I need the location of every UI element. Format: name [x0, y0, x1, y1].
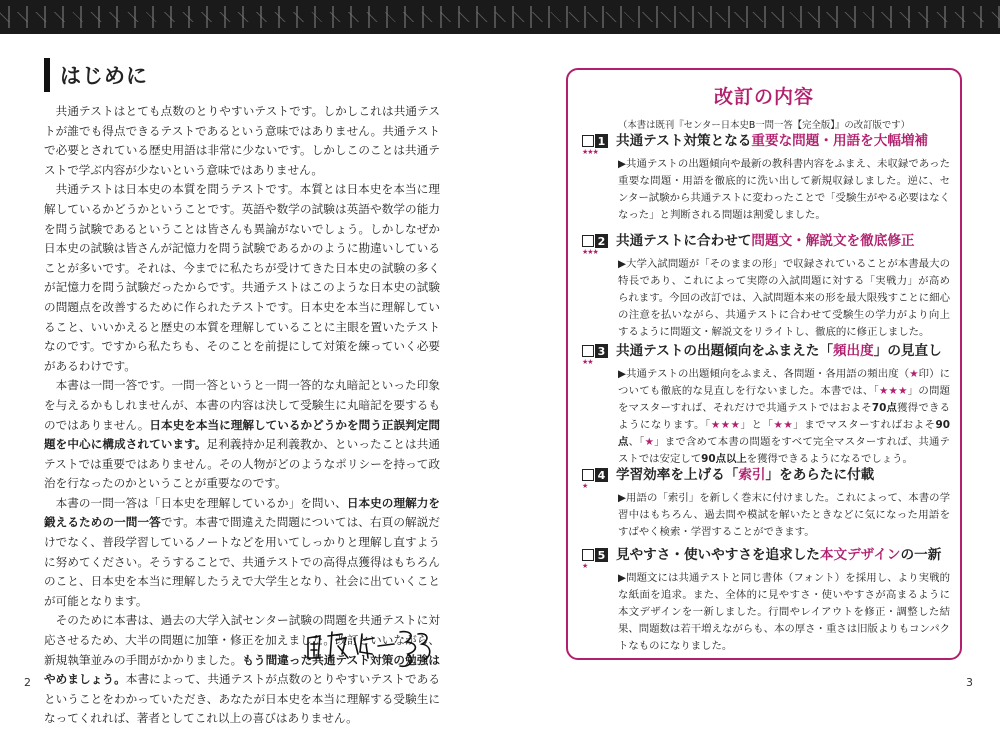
- revision-item-3: [582, 342, 950, 468]
- revision-item-description: [618, 366, 950, 468]
- intro-paragraph: [44, 102, 440, 180]
- intro-paragraph: [44, 376, 440, 494]
- revision-item-description: [618, 490, 950, 541]
- page-number-left: 2: [24, 676, 31, 689]
- item-number: 5: [595, 548, 608, 562]
- star-mark: ★: [644, 436, 655, 448]
- paragraph-text: 共通テストはとても点数のとりやすいテストです。しかしこれは共通テストが誰でも得点できるテストであるという意味ではありません。共通テストで必要とされている歴史用語は非常に少ないです。しかしこのことは共通テストで学ぶ内容が少ないという意味ではありません。: [44, 104, 440, 177]
- title-text: 」をあらたに付載: [765, 467, 875, 483]
- emphasis-text: 90点: [618, 419, 951, 448]
- revision-item-title: [616, 232, 915, 251]
- checkbox-icon: [582, 469, 594, 481]
- paragraph-text: そのために本書は、過去の大学入試センター試験の問題を共通テストに対応させるため、大半の問題に加筆・修正を加えました。改訂といいながら、新規執筆並みの手間がかかりました。: [44, 613, 440, 667]
- revision-item-description: [618, 570, 950, 655]
- item-number: 2: [595, 234, 608, 248]
- checkbox-icon: [582, 549, 594, 561]
- item-marker: [582, 546, 608, 570]
- title-text: 共通テストに合わせて: [616, 233, 752, 249]
- frequency-stars: ★: [582, 482, 588, 490]
- revision-item-title: [616, 132, 928, 151]
- item-number: 4: [595, 468, 608, 482]
- frequency-stars: ★: [582, 562, 588, 570]
- revision-item-title: [616, 342, 942, 361]
- revision-item-header: [582, 342, 950, 366]
- checkbox-icon: [582, 235, 594, 247]
- title-text: 見やすさ・使いやすさを追求した: [616, 547, 820, 563]
- revision-item-header: [582, 132, 950, 156]
- heading: [44, 58, 440, 92]
- title-text: 学習効率を上げる「: [616, 467, 739, 483]
- item-number: 3: [595, 344, 608, 358]
- paragraph-text: 共通テストは日本史の本質を問うテストです。本質とは日本史を本当に理解しているかどうかということです。英語や数学の試験は英語や数学の能力を問う試験であるということは皆さんも異論がないでしょう。しかしなぜか日本史の試験は皆さんが記憶力を問う試験であるかのように勘違いしていることが多いです。それは、今までに私たちが受けてきた日本史の試験の多くが記憶力を問う試験だったからです。共通テストはこのような日本史の試験の問題点を改善するために作られたテストです。日本史を本当に理解していること、いいかえると歴史の本質を理解していることに主眼を置いたテストなのです。ですから私たちも、そのことを前提にして対策を練っていく必要があるわけです。: [44, 182, 440, 373]
- highlight-text: 問題文・解説文を徹底修正: [751, 233, 915, 249]
- revision-item-header: [582, 546, 950, 570]
- description-text: 」の問題をマスターすれば、それだけで共通テストではおよそ: [618, 385, 950, 414]
- box-title: 改訂の内容: [713, 86, 814, 108]
- author-signature: [302, 624, 442, 672]
- frequency-stars: ★★★: [582, 148, 598, 156]
- description-text: 」と「: [740, 419, 774, 431]
- description-text: 」までマスターすればおよそ: [793, 419, 936, 431]
- page-title: はじめに: [60, 64, 148, 88]
- description-text: 印）についても徹底的な見直しを行ないました。本書では、「: [618, 368, 950, 397]
- intro-paragraph: [44, 180, 440, 376]
- revision-item-2: [582, 232, 950, 341]
- description-text: ▶用語の「索引」を新しく巻末に付けました。これによって、本書の学習中はもちろん、過去問や模試を解いたときなどに気になった用語をすばやく検索・学習することができます。: [618, 492, 950, 538]
- title-text: の一新: [900, 547, 942, 563]
- checkbox-icon: [582, 135, 594, 147]
- highlight-text: 重要な問題・用語を大幅増補: [751, 133, 929, 149]
- description-text: ▶大学入試問題が「そのままの形」で収録されていることが本書最大の特長であり、これによって実際の入試問題に対する「実戦力」が高められます。今回の改訂では、入試問題本来の形を最大限残すことに細心の注意を払いながら、共通テストに合わせて受験生の学力がより向上するように問題文・解説文をリライトし、徹底的に修正しました。: [618, 258, 950, 338]
- emphasis-text: 日本史の理解力を鍛えるための一問一答: [44, 495, 440, 530]
- item-marker: [582, 232, 608, 256]
- revision-item-description: [618, 156, 950, 224]
- revision-item-5: [582, 546, 950, 655]
- highlight-text: 索引: [738, 467, 766, 483]
- item-number: 1: [595, 134, 608, 148]
- revision-box: [566, 68, 962, 660]
- heading-bar: [44, 58, 50, 92]
- frequency-stars: ★★: [582, 358, 593, 366]
- checkbox-icon: [582, 345, 594, 357]
- page-number-right: 3: [966, 676, 973, 689]
- star-mark: ★★★: [710, 419, 741, 431]
- description-text: を獲得できるようになるでしょう。: [746, 453, 913, 465]
- description-text: 、「: [628, 436, 645, 448]
- star-mark: ★★: [773, 419, 794, 431]
- paragraph-text: 本書は一問一答です。一問一答というと一問一答的な丸暗記といった印象を与えるかもしれませんが、本書の内容は決して受験生に丸暗記を要するものではありません。: [44, 378, 440, 432]
- revision-item-title: [616, 466, 874, 485]
- paragraph-text: 足利義持か足利義教か、といったことは共通テストでは重要ではありません。その人物がどのようなポリシーを持って政治を行なったのかということが重要なのです。: [44, 437, 440, 491]
- title-text: 」の見直し: [873, 343, 942, 359]
- title-text: 共通テスト対策となる: [616, 133, 752, 149]
- intro-paragraph: [44, 494, 440, 612]
- star-mark: ★: [909, 368, 919, 380]
- highlight-text: 本文デザイン: [819, 547, 901, 563]
- item-marker: [582, 132, 608, 156]
- revision-item-1: [582, 132, 950, 224]
- revision-item-description: [618, 256, 950, 341]
- top-decorative-band: [0, 0, 1000, 34]
- description-text: ▶問題文には共通テストと同じ書体（フォント）を採用し、より実戦的な紙面を追求。また、全体的に見やすさ・使いやすさが高まるように本文デザインを一新しました。行間やレイアウトを修正・調整した結果、問題数は若干増えながらも、本の厚さ・重さは旧版よりもコンパクトなものになりました。: [618, 572, 950, 652]
- emphasis-text: もう間違った共通テスト対策の勉強はやめましょう。: [44, 652, 440, 687]
- description-text: 獲得できるようになります。「: [618, 402, 951, 431]
- paragraph-text: です。本書で間違えた問題については、右頁の解説だけでなく、普段学習しているノートなどを用いてしっかりと理解し直すように努めてください。そうすることで、共通テストでの高得点獲得はもちろんのこと、日本史を本当に理解したうえで大学生となり、社会に出ていくことが可能となります。: [44, 515, 440, 608]
- box-note: （本書は既刊『センター日本史B一問一答【完全版】』の改訂版です）: [618, 120, 910, 131]
- emphasis-text: 日本史を本当に理解しているかどうかを問う正誤判定問題を中心に構成されています。: [44, 417, 440, 452]
- description-text: ▶共通テストの出題傾向や最新の教科書内容をふまえ、未収録であった重要な問題・用語を徹底的に洗い出して新規収録しました。逆に、センター試験から共通テストに変わったことで「受験生がやる必要はなくなった」と判断される問題は割愛しました。: [618, 158, 950, 221]
- revision-item-title: [616, 546, 941, 565]
- title-text: 共通テストの出題傾向をふまえた「: [616, 343, 833, 359]
- revision-item-header: [582, 232, 950, 256]
- item-marker: [582, 342, 608, 366]
- item-marker: [582, 466, 608, 490]
- star-mark: ★★★: [878, 385, 908, 397]
- description-text: ▶共通テストの出題傾向をふまえ、各問題・各用語の頻出度（: [618, 368, 910, 380]
- frequency-stars: ★★★: [582, 248, 598, 256]
- revision-item-4: [582, 466, 950, 541]
- highlight-text: 頻出度: [832, 343, 874, 359]
- band-pattern-overlay: [0, 12, 1000, 22]
- paragraph-text: 本書の一問一答は「日本史を理解しているか」を問い、: [55, 495, 347, 510]
- description-text: 」まで含めて本書の問題をすべて完全マスターすれば、共通テストでは安定して: [618, 436, 950, 465]
- paragraph-text: 本書によって、共通テストが点数のとりやすいテストであるということをわかっていただき、あなたが日本史を本当に理解する受験生になってくれれば、著者としてこれ以上の喜びはありません。: [44, 672, 440, 726]
- emphasis-text: 70点: [871, 402, 898, 414]
- emphasis-text: 90点以上: [701, 453, 747, 465]
- revision-item-header: [582, 466, 950, 490]
